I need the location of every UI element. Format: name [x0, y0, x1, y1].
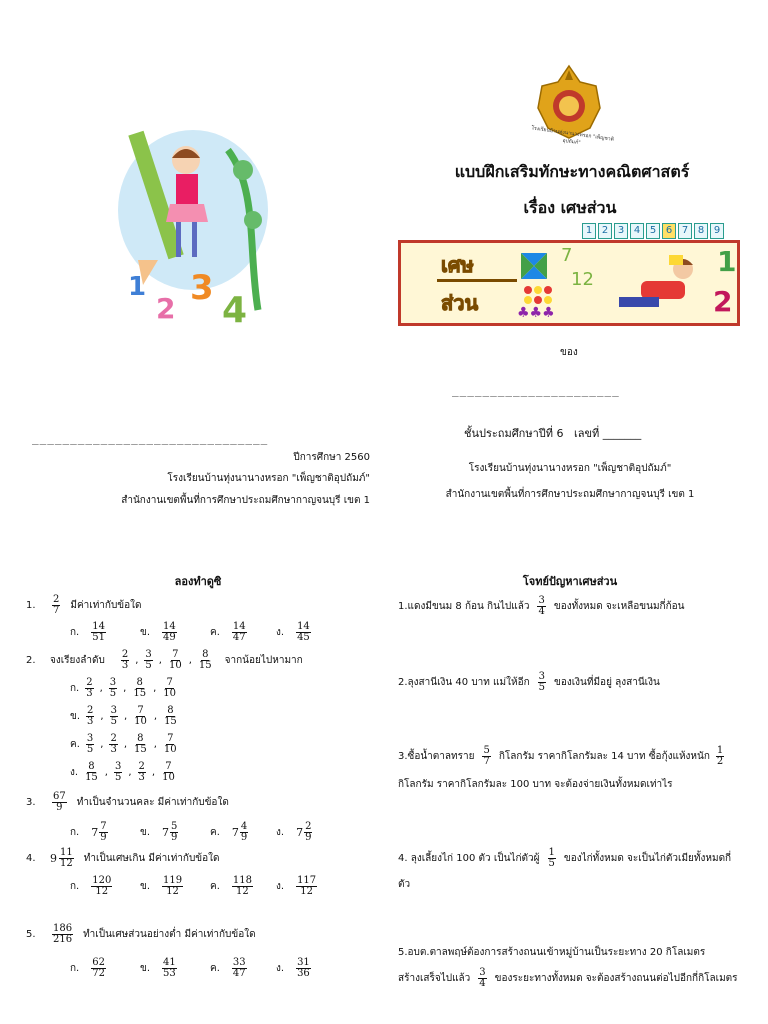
fraction: $\frac{14}{45}$ — [297, 621, 310, 643]
choice-option[interactable] — [276, 958, 313, 979]
choice-label[interactable]: ก. — [70, 683, 80, 694]
problem-5-cont — [398, 968, 738, 989]
fraction: $\frac{7}{9}$ — [100, 821, 107, 843]
fraction: $\frac{11}{12}$ — [60, 847, 73, 869]
question-number: 1. — [26, 600, 36, 611]
clipart-digit-1: 1 — [128, 272, 147, 302]
banner-word-bottom: ส่วน — [441, 291, 479, 315]
number-strip-cell: 3 — [614, 223, 628, 239]
fraction: $\frac{62}{72}$ — [92, 957, 105, 979]
fraction: $\frac{8}{15}$ — [85, 761, 98, 783]
question-text: ทำเป็นเศษเกิน มีค่าเท่ากับข้อใด — [83, 853, 220, 864]
banner-digit-1: 1 — [717, 245, 737, 278]
page-title: แบบฝึกเสริมทักษะทางคณิตศาสตร์ — [454, 162, 690, 181]
fraction: $\frac{2}{3}$ — [86, 677, 93, 699]
problem-text: ของระยะทางทั้งหมด จะต้องสร้างถนนต่อไปอีกกี่กิโลเมตร — [494, 973, 738, 984]
question-4 — [26, 848, 220, 869]
choice-label[interactable]: ข. — [140, 627, 151, 638]
fraction: $\frac{14}{47}$ — [232, 621, 246, 643]
fraction: $\frac{3}{5}$ — [114, 761, 122, 783]
clipart-digit-4: 4 — [222, 290, 248, 331]
choice-label[interactable]: ข. — [140, 963, 151, 974]
question-number: 2. — [26, 655, 36, 666]
choice-label[interactable]: ก. — [70, 963, 80, 974]
choice-option[interactable] — [140, 958, 179, 979]
choice-label[interactable]: ค. — [70, 739, 80, 750]
choice-option[interactable] — [210, 822, 250, 843]
number-strip-cell: 9 — [710, 223, 724, 239]
question-text: ทำเป็นเศษส่วนอย่างต่ำ มีค่าเท่ากับข้อใด — [83, 929, 256, 940]
banner-divider — [437, 279, 517, 282]
banner-fraction-num: 7 — [561, 245, 573, 266]
choice-option[interactable] — [140, 822, 180, 843]
choice-option[interactable] — [70, 958, 108, 979]
choice-label[interactable]: ง. — [276, 627, 285, 638]
problem-4 — [398, 848, 731, 869]
fraction: $\frac{8}{15}$ — [134, 733, 147, 755]
problem-text: สร้างเสร็จไปแล้ว — [398, 973, 471, 984]
back-school: โรงเรียนบ้านทุ่งนานางหรอก "เพ็ญชาติอุปถัมภ์" — [167, 473, 370, 484]
choice-option[interactable] — [70, 822, 110, 843]
problem-3 — [398, 746, 730, 767]
fraction: $\frac{2}{3}$ — [138, 761, 145, 783]
clipart-digit-2: 2 — [156, 292, 176, 325]
fraction: $\frac{2}{3}$ — [121, 649, 129, 671]
choice-label[interactable]: ง. — [276, 881, 285, 892]
choice-label[interactable]: ก. — [70, 881, 80, 892]
fraction: $\frac{118}{12}$ — [232, 875, 252, 897]
fraction: $\frac{67}{9}$ — [53, 791, 66, 813]
name-line[interactable]: ______________________ — [452, 384, 620, 397]
mixed-whole: 7 — [296, 826, 304, 839]
mixed-whole: 7 — [91, 826, 99, 839]
fraction: $\frac{3}{4}$ — [479, 967, 486, 989]
emblem-caption: โรงเรียนบ้านทุ่งนานางหรอก "เพ็ญชาติอุปถัมภ์" — [530, 125, 615, 147]
fraction: $\frac{119}{12}$ — [163, 875, 183, 897]
fraction: $\frac{7}{10}$ — [163, 733, 177, 755]
choice-label[interactable]: ก. — [70, 627, 80, 638]
question-2: 2. จงเรียงลำดับ $\frac{2}{3}$ , $\frac{3}{5}$ , $\frac{7}{10}$ , $\frac{8}{15}$ จากน้อยไปหามาก — [26, 649, 303, 671]
of-label: ของ — [560, 347, 578, 358]
fraction: $\frac{3}{5}$ — [538, 671, 546, 693]
fraction: $\frac{31}{36}$ — [297, 957, 310, 979]
fraction: $\frac{33}{47}$ — [232, 957, 246, 979]
choice-label[interactable]: ก. — [70, 827, 80, 838]
banner-fraction-den: 12 — [571, 269, 594, 290]
problem-text: 2.ลุงสานีเงิน 40 บาท แม่ให้อีก — [398, 677, 530, 688]
choice-option[interactable] — [210, 876, 255, 897]
problem-3-cont: กิโลกรัม ราคากิโลกรัมละ 100 บาท จะต้องจ่ายเงินทั้งหมดเท่าไร — [398, 779, 673, 790]
school-name: โรงเรียนบ้านทุ่งนานางหรอก "เพ็ญชาติอุปถัมภ์" — [468, 463, 672, 474]
choice-label[interactable]: ค. — [210, 827, 220, 838]
fraction: $\frac{117}{12}$ — [297, 875, 317, 897]
fraction: $\frac{3}{5}$ — [145, 649, 152, 671]
choice-label[interactable]: ข. — [70, 711, 81, 722]
choice-label[interactable]: ข. — [140, 881, 151, 892]
fraction: $\frac{186}{216}$ — [53, 923, 73, 945]
problem-text: ของไก่ทั้งหมด จะเป็นไก่ตัวเมียทั้งหมดกี่ — [563, 853, 732, 864]
fraction: $\frac{8}{15}$ — [198, 649, 212, 671]
fraction: $\frac{120}{12}$ — [92, 875, 112, 897]
boy-reading-clipart — [611, 251, 711, 326]
fraction: $\frac{41}{53}$ — [163, 957, 176, 979]
number-strip-cell: 4 — [630, 223, 644, 239]
pinwheel-icon — [521, 253, 547, 283]
office-name: สำนักงานเขตพื้นที่การศึกษาประถมศึกษากาญจนบุรี เขต 1 — [445, 489, 695, 500]
problem-text: ของทั้งหมด จะเหลือขนมกี่ก้อน — [553, 601, 685, 612]
grade-text: ชั้นประถมศึกษาปีที่ 6 — [464, 427, 564, 440]
choice-option[interactable] — [276, 622, 313, 643]
fraction: $\frac{14}{49}$ — [163, 621, 176, 643]
fraction: $\frac{3}{4}$ — [538, 595, 545, 617]
page-subtitle: เรื่อง เศษส่วน — [523, 198, 617, 217]
number-strip-cell: 5 — [646, 223, 660, 239]
fraction: $\frac{2}{9}$ — [305, 821, 312, 843]
fraction: $\frac{7}{10}$ — [168, 649, 182, 671]
number-label: เลขที่ — [574, 427, 600, 440]
fraction: $\frac{7}{10}$ — [134, 705, 147, 727]
choice-option[interactable]: ก. $\frac{2}{3}$ , $\frac{3}{5}$ , $\frac{8}{15}$ , $\frac{7}{10}$ — [70, 677, 177, 699]
problem-2 — [398, 672, 660, 693]
fraction: $\frac{3}{5}$ — [110, 705, 117, 727]
number-strip — [582, 223, 724, 239]
choice-label[interactable]: ค. — [210, 881, 220, 892]
number-strip-cell: 6 — [662, 223, 676, 239]
choice-option[interactable]: ค. $\frac{3}{5}$ , $\frac{2}{3}$ , $\frac{8}{15}$ , $\frac{7}{10}$ — [70, 733, 177, 755]
choice-option[interactable]: ง. $\frac{8}{15}$ , $\frac{3}{5}$ , $\frac{2}{3}$ , $\frac{7}{10}$ — [70, 761, 175, 783]
problem-text: ของเงินที่มีอยู่ ลุงสานีเงิน — [554, 677, 660, 688]
problem-text: 4. ลุงเลี้ยงไก่ 100 ตัว เป็นไก่ตัวผู้ — [398, 853, 540, 864]
question-5 — [26, 924, 256, 945]
mixed-whole: 7 — [162, 826, 170, 839]
fraction: $\frac{7}{10}$ — [162, 761, 175, 783]
choice-option[interactable] — [70, 622, 108, 643]
banner-digit-2: 2 — [713, 285, 733, 318]
question-tail: จากน้อยไปหามาก — [224, 655, 303, 666]
fraction-banner — [398, 240, 740, 326]
quiz-heading: ลองทำดูซิ — [174, 575, 222, 588]
question-number: 5. — [26, 929, 36, 940]
fraction: $\frac{3}{5}$ — [109, 677, 117, 699]
academic-year: ปีการศึกษา 2560 — [293, 452, 370, 463]
choice-option[interactable] — [70, 876, 114, 897]
fraction: $\frac{2}{3}$ — [110, 733, 117, 755]
question-number: 3. — [26, 797, 36, 808]
question-text: จงเรียงลำดับ — [50, 655, 105, 666]
choice-label[interactable]: ค. — [210, 627, 220, 638]
problem-text: กิโลกรัม ราคากิโลกรัมละ 14 บาท ซื้อกุ้งแห้งหนัก — [498, 751, 710, 762]
question-text: มีค่าเท่ากับข้อใด — [70, 600, 142, 611]
number-strip-cell: 2 — [598, 223, 612, 239]
choice-option[interactable] — [210, 958, 249, 979]
problem-5: 5.อบต.ตาลพฤษ์ต้องการสร้างถนนเข้าหมู่บ้านเป็นระยะทาง 20 กิโลเมตร — [398, 947, 706, 958]
choice-label[interactable]: ค. — [210, 963, 220, 974]
fraction: $\frac{1}{2}$ — [716, 745, 724, 767]
back-office: สำนักงานเขตพื้นที่การศึกษาประถมศึกษากาญจนบุรี เขต 1 — [121, 495, 370, 506]
choice-label[interactable]: ง. — [276, 963, 285, 974]
fraction: $\frac{8}{15}$ — [164, 705, 177, 727]
choice-option[interactable] — [210, 622, 249, 643]
number-strip-cell: 7 — [678, 223, 692, 239]
choice-label[interactable]: ง. — [276, 827, 285, 838]
choice-label[interactable]: ง. — [70, 767, 79, 778]
question-text: ทำเป็นจำนวนคละ มีค่าเท่ากับข้อใด — [76, 797, 229, 808]
choice-option[interactable] — [140, 622, 179, 643]
problem-text: 3.ซื้อน้ำตาลทราย — [398, 751, 475, 762]
back-line: _______________________________ — [32, 432, 269, 445]
banner-word-top: เศษ — [441, 253, 474, 277]
fraction: $\frac{7}{10}$ — [163, 677, 177, 699]
choice-option[interactable]: ข. $\frac{2}{3}$ , $\frac{3}{5}$ , $\frac{7}{10}$ , $\frac{8}{15}$ — [70, 705, 177, 727]
clipart-digit-3: 3 — [190, 268, 214, 308]
grade-label — [464, 424, 641, 442]
problems-heading: โจทย์ปัญหาเศษส่วน — [522, 575, 618, 588]
question-1 — [26, 595, 142, 616]
fraction: $\frac{14}{51}$ — [92, 621, 105, 643]
mixed-whole: 9 — [50, 852, 57, 865]
fraction: $\frac{2}{7}$ — [53, 594, 60, 616]
choice-option[interactable] — [276, 822, 314, 843]
question-number: 4. — [26, 853, 36, 864]
problem-4-cont: ตัว — [398, 879, 411, 890]
number-strip-cell: 8 — [694, 223, 708, 239]
problem-text: 1.แดงมีขนม 8 ก้อน กินไปแล้ว — [398, 601, 530, 612]
number-strip-cell: 1 — [582, 223, 596, 239]
choice-label[interactable]: ข. — [140, 827, 151, 838]
fraction: $\frac{1}{5}$ — [548, 847, 555, 869]
fraction: $\frac{2}{3}$ — [87, 705, 94, 727]
fraction: $\frac{5}{7}$ — [483, 745, 490, 767]
fraction: $\frac{5}{9}$ — [171, 821, 178, 843]
question-3 — [26, 792, 229, 813]
choice-option[interactable] — [140, 876, 185, 897]
number-blank[interactable]: _______ — [602, 427, 642, 440]
mixed-whole: 7 — [231, 826, 239, 839]
clubs-icon: ♣♣♣ — [517, 305, 555, 321]
fraction: $\frac{4}{9}$ — [240, 821, 248, 843]
problem-1 — [398, 596, 685, 617]
fraction: $\frac{8}{15}$ — [133, 677, 147, 699]
choice-option[interactable] — [276, 876, 319, 897]
fraction: $\frac{3}{5}$ — [86, 733, 94, 755]
